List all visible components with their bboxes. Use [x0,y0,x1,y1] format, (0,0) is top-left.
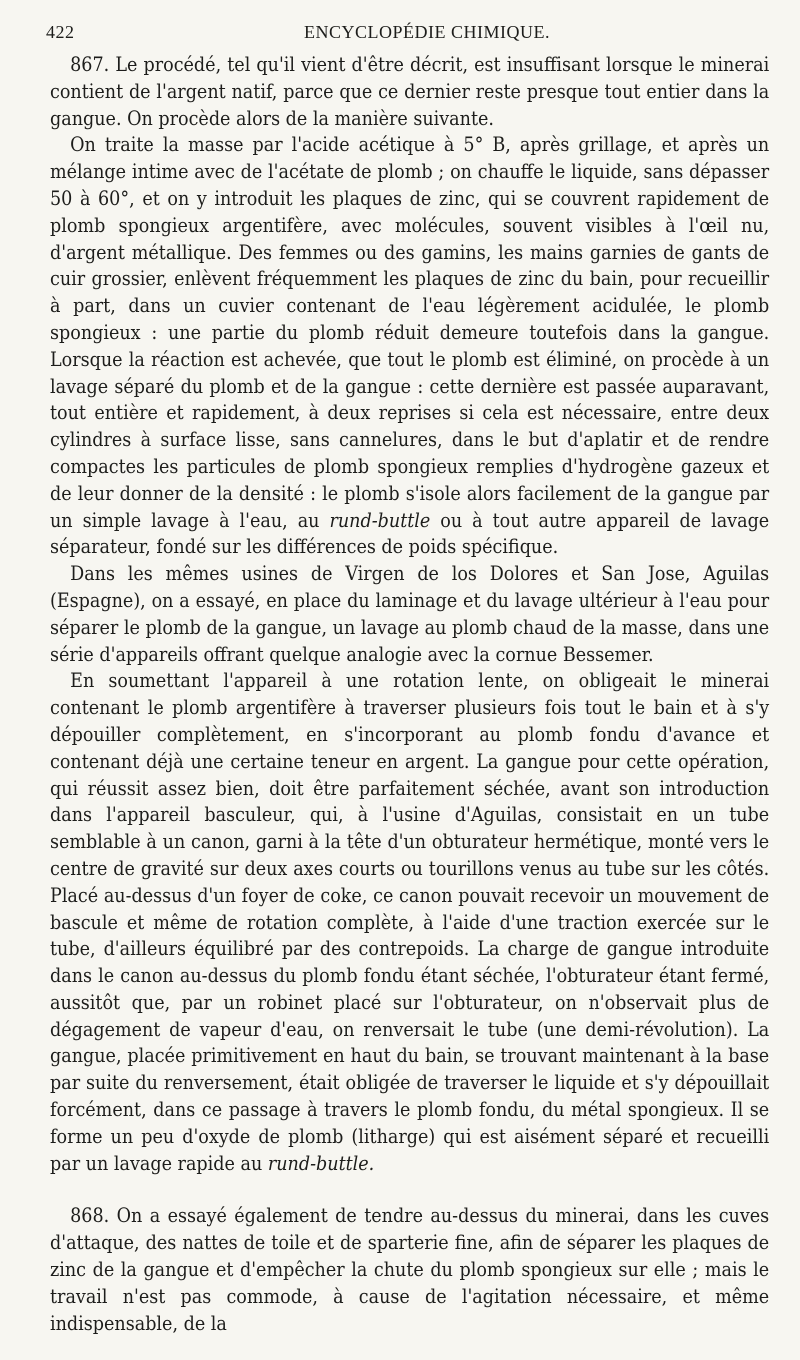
section-gap [50,1177,769,1203]
paragraph-aguilas-trial-text: Dans les mêmes usines de Virgen de los Dolores et San Jose, Aguilas (Espagne), on a essayé, en place du laminage et du lavage ultérieur à l'eau pour séparer le plomb de la gangue, un lavage au plomb chaud de la masse, dans une série d'appareils offrant quelque analogie avec la cornue Bessemer. [50,562,770,666]
rund-buttle-term-2: rund-buttle. [267,1151,375,1175]
paragraph-867 [50,52,769,132]
page-number: 422 [46,22,75,42]
paragraph-aguilas-trial [50,561,769,668]
running-title: ENCYCLOPÉDIE CHIMIQUE. [304,22,550,42]
rund-buttle-term: rund-buttle [329,508,431,532]
paragraph-acetic-treatment-text: On traite la masse par l'acide acétique à 5° B, après grillage, et après un mélange intime avec de l'acétate de plomb ; on chauffe le liquide, sans dépasser 50 à 60°, et on y introduit les plaques de zinc, qui se couvrent rapidement de plomb spongieux argentifère, avec molécules, souvent visibles à l'œil nu, d'argent métallique. Des femmes ou des gamins, les mains garnies de gants de cuir grossier, enlèvent fréquemment les plaques de zinc du bain, pour recueillir à part, dans un cuvier contenant de l'eau légèrement acidulée, le plomb spongieux : une partie du plomb réduit demeure toutefois dans la gangue. Lorsque la réaction est achevée, que tout le plomb est éliminé, on procède à un lavage séparé du plomb et de la gangue : cette dernière est passée auparavant, tout entière et rapidement, à deux reprises si cela est nécessaire, entre deux cylindres à surface lisse, sans cannelures, dans le but d'aplatir et de rendre compactes les particules de plomb spongieux remplies d'hydrogène gazeux et de leur donner de la densité : le plomb s'isole alors facilement de la gangue par un simple lavage à l'eau, au [50,133,770,532]
paragraph-868 [50,1203,769,1337]
section-number-868: 868. [70,1204,110,1228]
paragraph-acetic-treatment-end: ou à tout autre appareil de lavage séparateur, fondé sur les différences de poids spécifique. [50,508,770,559]
page-header [46,22,770,52]
paragraph-rotation-apparatus-text: En soumettant l'appareil à une rotation lente, on obligeait le minerai contenant le plomb argentifère à traverser plusieurs fois tout le bain et à s'y dépouiller complètement, en s'incorporant au plomb fondu d'avance et contenant déjà une certaine teneur en argent. La gangue pour cette opération, qui réussit assez bien, doit être parfaitement séchée, avant son introduction dans l'appareil basculeur, qui, à l'usine d'Aguilas, consistait en un tube semblable à un canon, garni à la tête d'un obturateur hermétique, monté vers le centre de gravité sur deux axes courts ou tourillons venus au tube sur les côtés. Placé au-dessus d'un foyer de coke, ce canon pouvait recevoir un mouvement de bascule et même de rotation complète, à l'aide d'une traction exercée sur le tube, d'ailleurs équilibré par des contrepoids. La charge de gangue introduite dans le canon au-dessus du plomb fondu étant séchée, l'obturateur étant fermé, aussitôt que, par un robinet placé sur l'obturateur, on n'observait plus de dégagement de vapeur d'eau, on renversait le tube (une demi-révolution). La gangue, placée primitivement en haut du bain, se trouvant maintenant à la base par suite du renversement, était obligée de traverser le liquide et s'y dépouillait forcément, dans ce passage à travers le plomb fondu, du métal spongieux. Il se forme un peu d'oxyde de plomb (litharge) qui est aisément séparé et recueilli par un lavage rapide au [50,669,770,1175]
paragraph-868-text: On a essayé également de tendre au-dessus du minerai, dans les cuves d'attaque, des nattes de toile et de sparterie fine, afin de séparer les plaques de zinc de la gangue et d'empêcher la chute du plomb spongieux sur elle ; mais le travail n'est pas commode, à cause de l'agitation nécessaire, et même indispensable, de la [50,1204,770,1335]
section-number-867: 867. [70,53,110,76]
paragraph-867-text: Le procédé, tel qu'il vient d'être décrit, est insuffisant lorsque le minerai contient de l'argent natif, parce que ce dernier reste presque tout entier dans la gangue. On procède alors de la manière suivante. [50,53,770,130]
paragraph-acetic-treatment [50,132,769,561]
paragraph-rotation-apparatus [50,668,769,1177]
body-text [50,52,769,1337]
